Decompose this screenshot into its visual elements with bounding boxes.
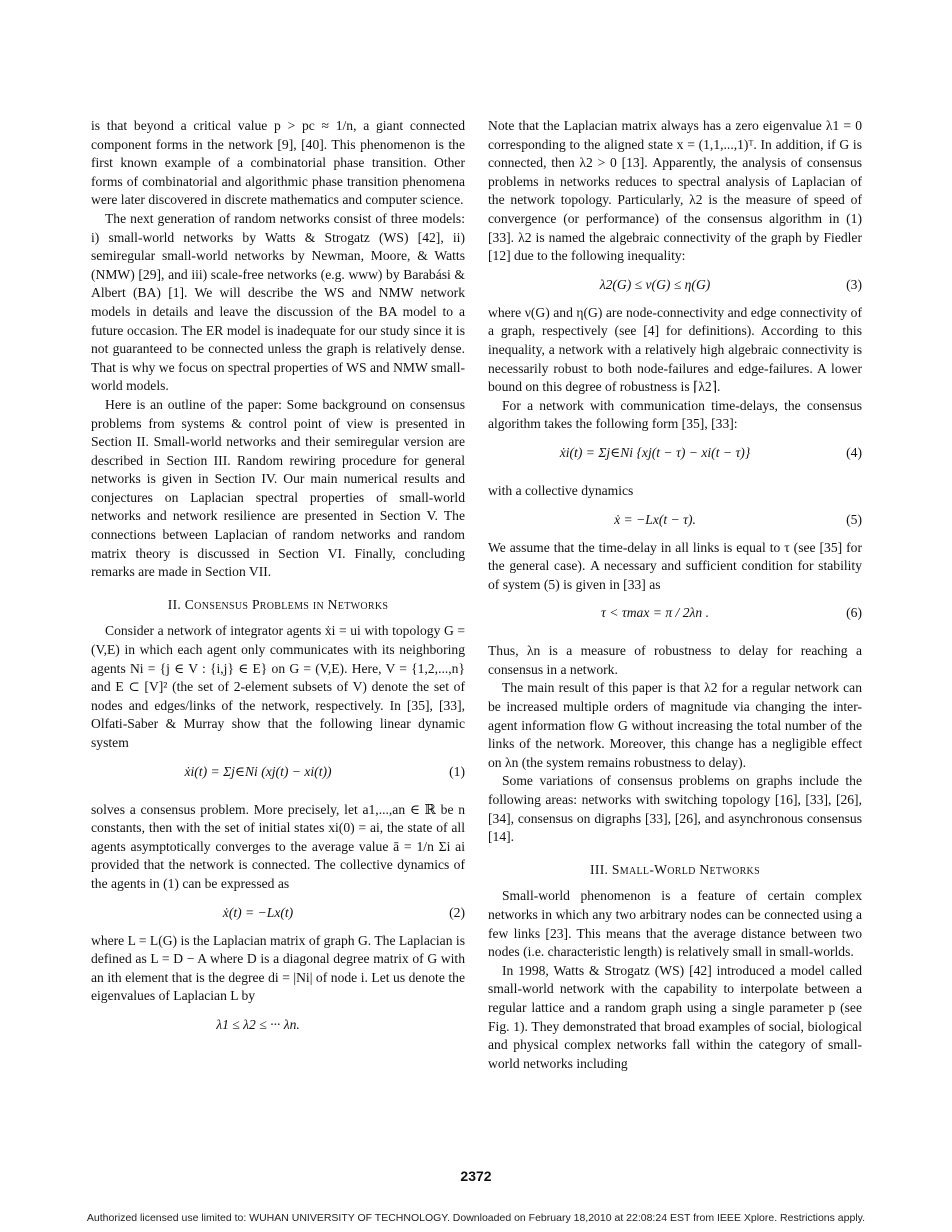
paragraph: is that beyond a critical value p > pc ≈ 1/n, a giant connected component forms in the network [9], [40]. This phenomenon is the first known example of a combinatorial phase transition. Other forms of combinatorial and algorithmic phase transition phenomena were later discovered in discrete mathematics and computer science.	[91, 118, 465, 208]
paragraph: solves a consensus problem. More precisely, let a1,...,an ∈ ℝ be n constants, then with the set of initial states xi(0) = ai, the state of all agents asymptotically converges to the average value ā = 1/n Σi ai provided that the network is connected. The collective dynamics of the agents in (1) can be expressed as	[91, 801, 465, 891]
paragraph: Here is an outline of the paper: Some background on consensus problems from systems & control point of view is presented in Section II. Small-world networks and their semiregular version are described in Section III. Random rewiring procedure for general networks is given in Section IV. Our main numerical results and conjectures on Laplacian spectral properties of small-world networks and network resilience are presented in Section V. The connections between Laplacian of random networks and random matrix theory is discussed in Section VI. Finally, concluding remarks are made in Section VII.	[91, 396, 465, 580]
paragraph: In 1998, Watts & Strogatz (WS) [42] introduced a model called small-world network with the capability to interpolate between a regular lattice and a random graph using a single parameter p (see Fig. 1). They demonstrated that broad examples of social, biological and physical complex networks fall within the category of small-world networks including	[488, 962, 862, 1071]
paragraph: Thus, λn is a measure of robustness to delay for reaching a consensus in a network.	[488, 643, 862, 677]
section-heading	[488, 861, 862, 880]
paragraph: For a network with communication time-delays, the consensus algorithm takes the following form [35], [33]:	[488, 397, 862, 432]
equation-body: ẋi(t) = Σj∈Ni (xj(t) − xi(t))	[184, 763, 332, 779]
paragraph: with a collective dynamics	[488, 482, 634, 498]
page-number: 2372	[460, 1168, 492, 1184]
equation-body: τ < τmax = π / 2λn .	[601, 605, 709, 621]
paragraph: Some variations of consensus problems on graphs include the following areas: networks with switching topology [16], [33], [26], [34], consensus on digraphs [33], [26], and asynchronous consensus [14].	[488, 773, 862, 845]
equation-number: (4)	[846, 444, 862, 460]
equation-body: ẋ(t) = −Lx(t)	[222, 904, 294, 920]
paragraph: Consider a network of integrator agents ẋi = ui with topology G = (V,E) in which each agent only communicates with its neighboring agents Ni = {j ∈ V : {i,j} ∈ E} on G = (V,E). Here, V = {1,2,...,n} and E ⊂ [V]² (the set of 2-element subsets of V) denote the set of nodes and edges/links of the network, respectively. In [35], [33], Olfati-Saber & Murray show that the following linear dynamic system	[91, 623, 465, 750]
equation-number: (3)	[846, 276, 862, 292]
license-footer: Authorized licensed use limited to: WUHAN UNIVERSITY OF TECHNOLOGY. Downloaded on February 18,2010 at 22:08:24 EST from IEEE Xplore. Restrictions apply.	[86, 1212, 866, 1224]
equation	[488, 598, 862, 638]
equation	[488, 505, 862, 535]
section-heading	[91, 596, 465, 615]
paragraph: The main result of this paper is that λ2 for a regular network can be increased multiple orders of magnitude via changing the inter-agent information flow G without increasing the total number of the links of the network. Moreover, this change has a negligible effect on λn (the system remains robustness to delay).	[488, 680, 862, 770]
equation-number: (5)	[846, 511, 862, 527]
equation	[91, 898, 465, 928]
equation	[488, 270, 862, 300]
equation	[91, 1010, 465, 1040]
equation	[91, 757, 465, 797]
right-column	[488, 117, 862, 1073]
equation-body: λ1 ≤ λ2 ≤ ··· λn.	[216, 1016, 300, 1032]
equation-body: λ2(G) ≤ ν(G) ≤ η(G)	[599, 276, 711, 292]
equation-number: (6)	[846, 605, 862, 621]
equation-number: (2)	[449, 904, 465, 920]
paragraph: Note that the Laplacian matrix always has a zero eigenvalue λ1 = 0 corresponding to the aligned state x = (1,1,...,1)ᵀ. In addition, if G is connected, then λ2 > 0 [13]. Apparently, the analysis of consensus problems in networks reduces to spectral analysis of Laplacian of the network topology. Particularly, λ2 is the measure of speed of convergence (or performance) of the consensus algorithm in (1) [33]. λ2 is named the algebraic connectivity of the graph by Fiedler [12] due to the following inequality:	[488, 118, 862, 264]
paragraph: We assume that the time-delay in all links is equal to τ (see [35] for the general case). A necessary and sufficient condition for stability of system (5) is given in [33] as	[488, 539, 862, 592]
section-heading-text: III. Small-World Networks	[590, 861, 760, 877]
paragraph: where ν(G) and η(G) are node-connectivity and edge connectivity of a graph, respectively (see [4] for definitions). According to this inequality, a network with a relatively high algebraic connectivity is necessarily robust to both node-failures and edge-failures. A lower bound on this degree of robustness is ⌈λ2⌉.	[488, 304, 862, 395]
equation	[488, 438, 862, 478]
equation-body: ẋi(t) = Σj∈Ni {xj(t − τ) − xi(t − τ)}	[559, 444, 751, 460]
section-heading-text: II. Consensus Problems in Networks	[167, 596, 389, 612]
equation-body: ẋ = −Lx(t − τ).	[614, 511, 696, 527]
equation-number: (1)	[449, 763, 465, 779]
left-column	[91, 117, 465, 1044]
paragraph: The next generation of random networks consist of three models: i) small-world networks by Watts & Strogatz (WS) [42], ii) semiregular small-world networks by Newman, Moore, & Watts (NMW) [29], and iii) scale-free networks (e.g. www) by Barabási & Albert (BA) [1]. We will describe the WS and NMW network models in details and leave the discussion of the BA model to a future occasion. The ER model is inadequate for our study since it is not guaranteed to be connected unless the graph is relatively dense. That is why we focus on spectral properties of WS and NMW small-world models.	[91, 210, 465, 394]
paragraph: where L = L(G) is the Laplacian matrix of graph G. The Laplacian is defined as L = D − A where D is a diagonal degree matrix of G with an ith element that is the degree di = |Ni| of node i. Let us denote the eigenvalues of Laplacian L by	[91, 932, 465, 1004]
paragraph: Small-world phenomenon is a feature of certain complex networks in which any two arbitrary nodes can be connected using a few links [23]. This means that the average distance between two nodes (i.e. characteristic length) is relatively small in small-worlds.	[488, 888, 862, 960]
